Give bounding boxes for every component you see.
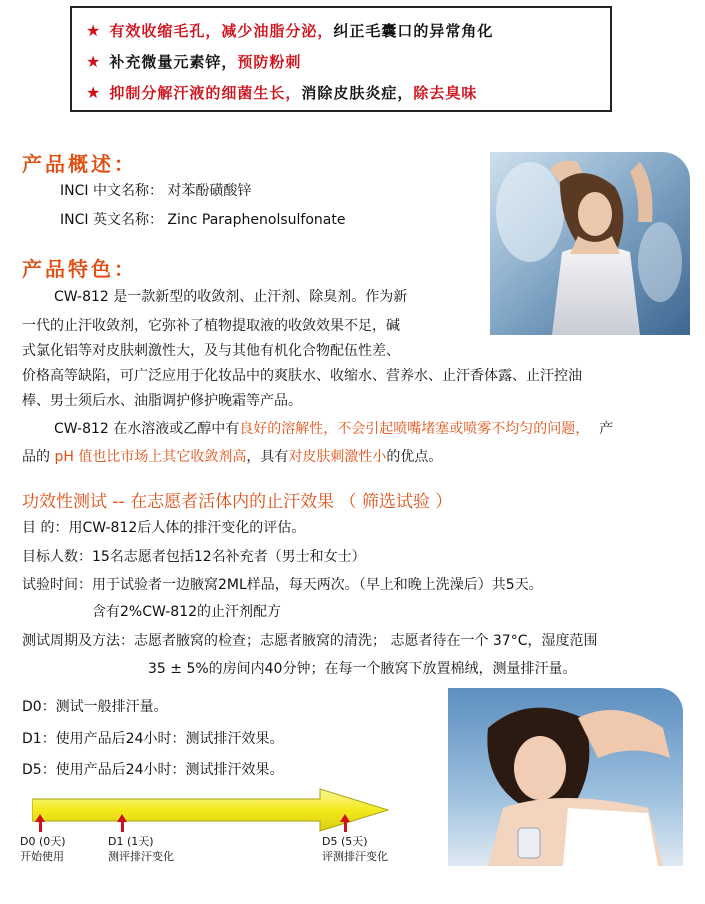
benefit-3-text: 消除皮肤炎症， — [301, 84, 414, 102]
features-para2-line1 — [54, 419, 613, 439]
timeline-marker-d5 — [340, 814, 350, 822]
para2-text: ，具有 — [246, 449, 289, 465]
model-photo-bottom — [448, 688, 683, 866]
features-para1-line4: 价格高等缺陷，可广泛应用于化妆品中的爽肤水、收缩水、营养水、止汗香体露、止汗控油 — [22, 368, 582, 384]
benefit-1-highlight: 有效收缩毛孔，减少油脂分泌， — [109, 22, 334, 40]
star-icon: ★ — [86, 52, 102, 71]
benefits-box — [70, 6, 612, 112]
test-time: 试验时间：用于试验者一边腋窝2ML样品，每天两次。（早上和晚上洗澡后）共5天。 — [22, 577, 543, 593]
para2-highlight-irritation: 对皮肤刺激性小 — [288, 449, 387, 465]
star-icon: ★ — [86, 21, 102, 40]
timeline-label-d1 — [108, 834, 174, 864]
timeline-label-d0 — [20, 834, 66, 864]
timeline-marker-d0 — [35, 814, 45, 822]
timeline-d1-title: D1 (1天) — [108, 835, 154, 848]
timeline-label-d5 — [322, 834, 388, 864]
benefit-2-highlight: 预防粉刺 — [237, 53, 302, 71]
test-formula: 含有2%CW-812的止汗剂配方 — [92, 604, 282, 620]
timeline-d5-title: D5 (5天) — [322, 835, 368, 848]
test-d5: D5：使用产品后24小时：测试排汗效果。 — [22, 762, 284, 778]
test-subjects: 目标人数：15名志愿者包括12名补充者（男士和女士） — [22, 549, 366, 565]
timeline-marker-d1-stem — [121, 822, 124, 832]
timeline-marker-d0-stem — [39, 822, 42, 832]
features-para1-line2: 一代的止汗收敛剂，它弥补了植物提取液的收敛效果不足，碱 — [22, 318, 400, 334]
timeline-d5-subtitle: 评测排汗变化 — [322, 850, 388, 863]
features-para1-line3: 式氯化铝等对皮肤刺激性大，及与其他有机化合物配伍性差、 — [22, 343, 400, 359]
timeline-d0-subtitle: 开始使用 — [20, 850, 64, 863]
timeline-marker-d1 — [117, 814, 127, 822]
para2-text: CW-812 在水溶液或乙醇中有 — [54, 421, 240, 437]
test-d1: D1：使用产品后24小时：测试排汗效果。 — [22, 731, 284, 747]
para2-text: 的优点。 — [386, 449, 443, 465]
timeline-marker-d5-stem — [344, 822, 347, 832]
timeline-d0-title: D0 (0天) — [20, 835, 66, 848]
para2-text: 品的 — [22, 449, 55, 465]
inci-chinese-name: INCI 中文名称： 对苯酚磺酸锌 — [60, 183, 252, 199]
test-method-line1: 测试周期及方法：志愿者腋窝的检查；志愿者腋窝的清洗； 志愿者待在一个 37°C，湿度范围 — [22, 633, 598, 649]
benefit-1-text: 纠正毛囊口的异常角化 — [333, 22, 494, 40]
test-purpose: 目 的：用CW-812后人体的排汗变化的评估。 — [22, 520, 306, 536]
benefit-2-text: 补充微量元素锌， — [109, 53, 238, 71]
benefit-row-3 — [86, 82, 477, 103]
overview-heading: 产品概述： — [22, 152, 137, 176]
para2-highlight-solubility: 良好的溶解性，不会引起喷嘴堵塞或喷雾不均匀的问题， — [239, 421, 590, 437]
benefit-row-2 — [86, 51, 301, 72]
model-photo-top — [490, 152, 690, 335]
inci-english-name: INCI 英文名称： Zinc Paraphenolsulfonate — [60, 212, 346, 228]
benefit-3-highlight: 抑制分解汗液的细菌生长， — [109, 84, 302, 102]
para2-text: 产 — [599, 421, 614, 437]
features-para1-line5: 棒、男士须后水、油脂调护修护晚霜等产品。 — [22, 393, 302, 409]
timeline-d1-subtitle: 测评排汗变化 — [108, 850, 174, 863]
features-heading: 产品特色： — [22, 257, 137, 281]
para2-highlight-ph: pH 值也比市场上其它收敛剂高 — [54, 449, 247, 465]
features-para2-line2 — [22, 447, 442, 467]
star-icon: ★ — [86, 83, 102, 102]
test-title: 功效性测试 -- 在志愿者活体内的止汗效果 （ 筛选试验 ） — [22, 492, 453, 512]
test-method-line2: 35 ± 5%的房间内40分钟；在每一个腋窝下放置棉绒，测量排汗量。 — [148, 661, 577, 677]
test-d0: D0：测试一般排汗量。 — [22, 699, 168, 715]
benefit-3-highlight-2: 除去臭味 — [413, 84, 478, 102]
benefit-row-1 — [86, 20, 493, 41]
timeline-arrow — [32, 787, 392, 833]
features-para1-line1: CW-812 是一款新型的收敛剂、止汗剂、除臭剂。作为新 — [54, 289, 408, 305]
